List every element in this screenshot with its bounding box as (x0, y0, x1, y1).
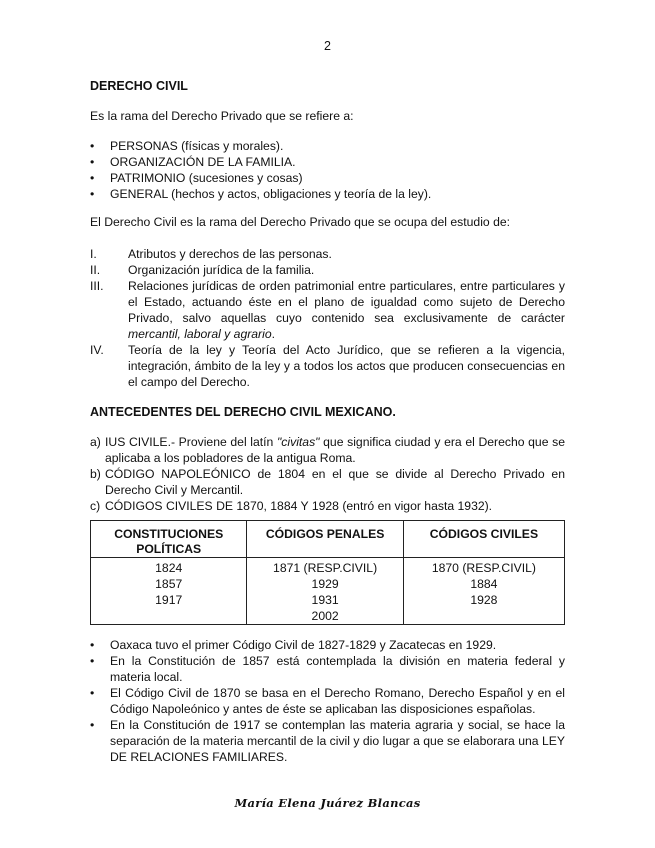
notes-bullet-list (90, 637, 565, 765)
roman-numeral-list (90, 246, 565, 390)
study-intro-paragraph: El Derecho Civil es la rama del Derecho Privado que se ocupa del estudio de: (90, 215, 511, 229)
item-text: Organización jurídica de la familia. (128, 263, 315, 277)
table-row (91, 558, 565, 625)
codes-table (90, 520, 565, 625)
section-title-antecedentes: ANTECEDENTES DEL DERECHO CIVIL MEXICANO. (90, 405, 396, 419)
item-letter: c) (90, 499, 101, 513)
author-signature: María Elena Juárez Blancas (234, 796, 421, 810)
list-item: • El Código Civil de 1870 se basa en el Derecho Romano, Derecho Español y en el Código Napoleónico y antes de éste se aplicaban las disposiciones españolas. (90, 685, 565, 717)
section-title-derecho-civil: DERECHO CIVIL (90, 79, 188, 93)
list-item (90, 278, 565, 342)
list-item: • PERSONAS (físicas y morales). (90, 138, 565, 154)
list-item (90, 498, 565, 514)
list-item (90, 466, 565, 498)
table-cell-value: 1870 (RESP.CIVIL) (431, 561, 536, 575)
table-cell-value: 1929 (311, 577, 339, 591)
list-item (90, 342, 565, 390)
item-number: III. (90, 279, 104, 293)
table-cell-value: 1931 (311, 593, 339, 607)
page-number: 2 (324, 39, 331, 53)
list-item: • ORGANIZACIÓN DE LA FAMILIA. (90, 154, 565, 170)
item-number: IV. (90, 343, 104, 357)
table-cell-value: 1857 (155, 577, 183, 591)
table-cell-civiles (403, 558, 564, 625)
table-cell-value: 1884 (470, 577, 498, 591)
item-text: IUS CIVILE.- Proviene del latín (105, 435, 277, 449)
item-text-tail: . (271, 327, 275, 341)
item-number: I. (90, 247, 97, 261)
item-text: CÓDIGO NAPOLEÓNICO de 1804 en el que se divide al Derecho Privado en Derecho Civil y Mercantil. (105, 467, 565, 497)
item-text: Atributos y derechos de las personas. (128, 247, 332, 261)
intro-paragraph: Es la rama del Derecho Privado que se refiere a: (90, 109, 354, 123)
alpha-list (90, 434, 565, 514)
table-cell-value: 1824 (155, 561, 183, 575)
table-header: CÓDIGOS PENALES (247, 521, 403, 558)
table-header-row (91, 521, 565, 558)
item-letter: a) (90, 435, 101, 449)
list-item (90, 434, 565, 466)
item-text: Teoría de la ley y Teoría del Acto Jurídico, que se refieren a la vigencia, integración, ámbito de la ley y a todos los actos que producen consecuencias en el campo del Derecho. (128, 343, 565, 389)
item-text-italic: "civitas" (276, 435, 320, 449)
list-item: • PATRIMONIO (sucesiones y cosas) (90, 170, 565, 186)
list-item (90, 262, 565, 278)
item-text: Relaciones jurídicas de orden patrimonial entre particulares, entre particulares y el Estado, actuando éste en el plano de igualdad como sujeto de Derecho Privado, salvo aquellas cuyo contenido sea exclusivamente de carácter (128, 279, 565, 325)
list-item: • En la Constitución de 1917 se contemplan las materia agraria y social, se hace la separación de la materia mercantil de la civil y dio lugar a que se elaborara una LEY DE RELACIONES FAMILIARES. (90, 717, 565, 765)
list-item (90, 246, 565, 262)
item-letter: b) (90, 467, 101, 481)
list-item: • GENERAL (hechos y actos, obligaciones y teoría de la ley). (90, 186, 565, 202)
scope-bullet-list (90, 138, 565, 202)
table-cell-penales (247, 558, 403, 625)
table-cell-value: 1917 (155, 593, 183, 607)
table-header: CONSTITUCIONES POLÍTICAS (91, 521, 247, 558)
item-text-italic: mercantil, laboral y agrario (128, 327, 272, 341)
table-cell-value: 1871 (RESP.CIVIL) (273, 561, 378, 575)
table-cell-value: 2002 (311, 609, 339, 623)
table-cell-value: 1928 (470, 593, 498, 607)
table-cell-constituciones (91, 558, 247, 625)
item-text: CÓDIGOS CIVILES DE 1870, 1884 Y 1928 (entró en vigor hasta 1932). (105, 499, 493, 513)
item-number: II. (90, 263, 101, 277)
list-item: • En la Constitución de 1857 está contemplada la división en materia federal y materia local. (90, 653, 565, 685)
item-text-tail: que significa ciudad y era el Derecho que se aplicaba a los pobladores de la antigua Roma. (105, 435, 566, 465)
list-item: • Oaxaca tuvo el primer Código Civil de 1827-1829 y Zacatecas en 1929. (90, 637, 565, 653)
table-header: CÓDIGOS CIVILES (403, 521, 564, 558)
